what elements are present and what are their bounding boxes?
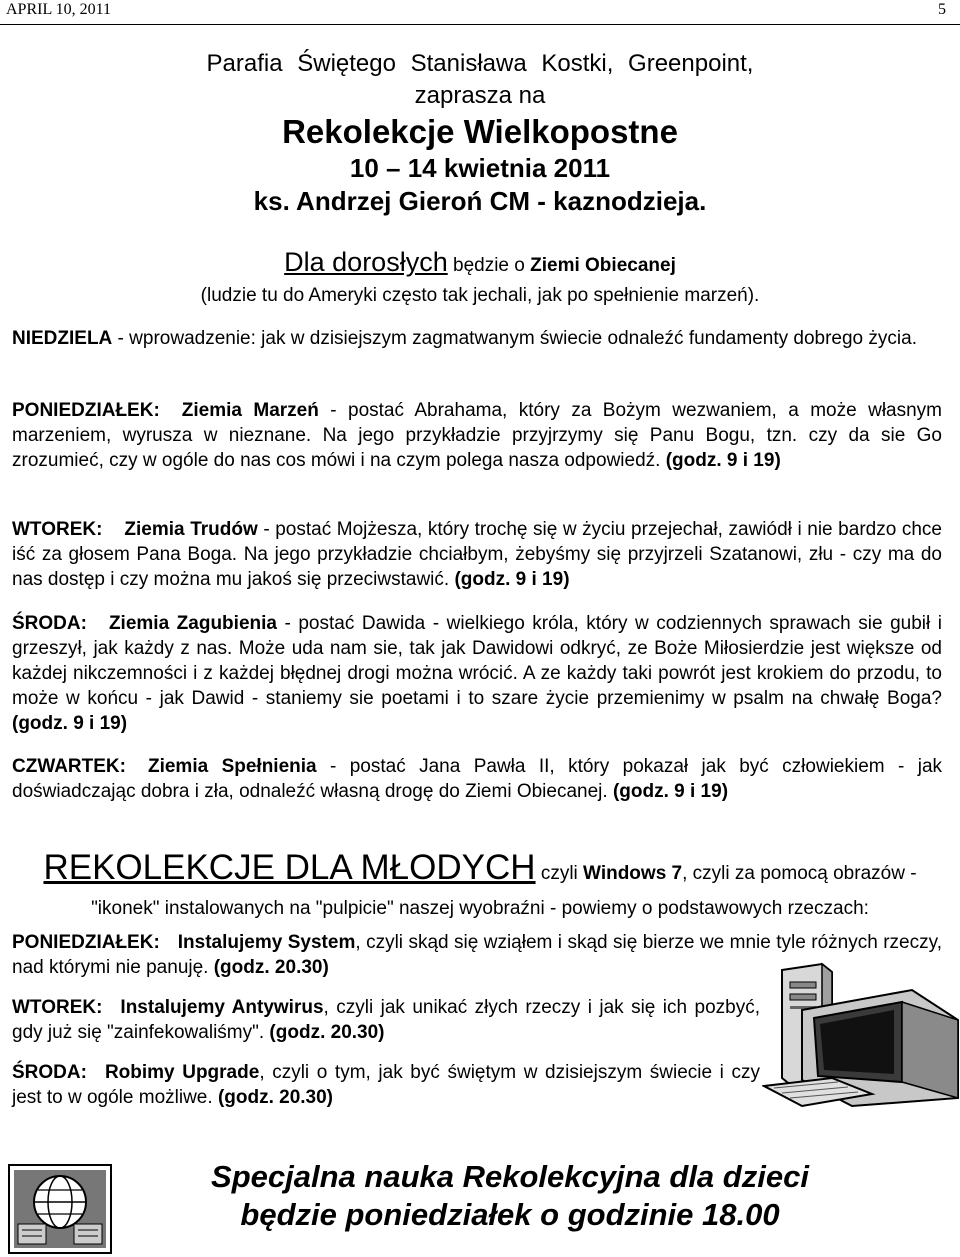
youth-heading: REKOLEKCJE DLA MŁODYCH: [43, 848, 536, 887]
day-monday: PONIEDZIAŁEK: Ziemia Marzeń - postać Abrahama, który za Bożym wezwaniem, a może własnym marzeniem, wyrusza w nieznane. Na jego przykładzie przyjrzymy się Panu Bogu, tzn. czy da sie Go zrozumieć, czy w ogóle do nas cos mówi i na czym polega nasza odpowiedź. (godz. 9 i 19): [12, 400, 942, 471]
adult-heading: Dla dorosłych: [284, 247, 448, 277]
adult-section-heading: Dla dorosłych będzie o Ziemi Obiecanej (ludzie tu do Ameryki często tak jechali, jak po spełnienie marzeń).: [0, 244, 960, 308]
day-tuesday: WTOREK: Ziemia Trudów - postać Mojżesza, który trochę się w życiu przejechał, zawiódł i nie bardzo chce iść za głosem Pana Boga. Na jego przykładzie chciałbym, żebyśmy się przyjrzeli Szatanowi, złu - czy ma do nas dostęp i czy można mu jakoś się przeciwstawić. (godz. 9 i 19): [12, 519, 942, 590]
day-wednesday: ŚRODA: Ziemia Zagubienia - postać Dawida - wielkiego króla, który w codziennych sprawach sie gubił i grzeszył, jak każdy z nas. Może uda nam sie, tak jak Dawidowi odkryć, ze Boże Miłosierdzie jest większe od każdej nikczemności i z każdej błędnej drogi można wrócić. A ze każdy taki powrót jest krokiem do przodu, to może w końcu - jak Dawid - staniemy sie poetami i to szare życie przemienimy w psalm na chwałę Boga? (godz. 9 i 19): [12, 613, 942, 734]
retreat-dates: 10 – 14 kwietnia 2011: [349, 153, 611, 183]
preacher: ks. Andrzej Gieroń CM - kaznodzieja.: [253, 186, 707, 216]
parish-name: Parafia Świętego Stanisława Kostki, Greenpoint,: [206, 50, 754, 77]
retreat-title: Rekolekcje Wielkopostne: [282, 113, 678, 150]
youth-subtitle: "ikonek" instalowanych na "pulpicie" naszej wyobraźni - powiemy o podstawowych rzeczach:: [91, 898, 869, 919]
youth-wednesday: ŚRODA: Robimy Upgrade, czyli o tym, jak być świętym w dzisiejszym świecie i czy jest to w ogóle możliwe. (godz. 20.30): [12, 1062, 760, 1108]
day-thursday: CZWARTEK: Ziemia Spełnienia - postać Jana Pawła II, który pokazał jak być człowiekiem - jak doświadczając dobra i zła, odnaleźć własną drogę do Ziemi Obiecanej. (godz. 9 i 19): [12, 756, 943, 802]
page-number: 5: [938, 1, 946, 18]
day-sunday: NIEDZIELA - wprowadzenie: jak w dzisiejszym zagmatwanym świecie odnaleźć fundamenty dobrego życia.: [12, 328, 917, 349]
children-announcement: Specjalna nauka Rekolekcyjna dla dzieci będzie poniedziałek o godzinie 18.00: [211, 1159, 809, 1232]
youth-tuesday: WTOREK: Instalujemy Antywirus, czyli jak unikać złych rzeczy i jak się ich pozbyć, gdy już się "zainfekowaliśmy". (godz. 20.30): [12, 997, 760, 1043]
invitation-text: zaprasza na: [414, 82, 546, 109]
issue-date: APRIL 10, 2011: [6, 1, 112, 18]
page-header: [0, 0, 960, 25]
youth-monday: PONIEDZIAŁEK: Instalujemy System, czyli skąd się wziąłem i skąd się bierze we mnie tyle różnych rzeczy, nad którymi nie panuję. (godz. 20.30): [12, 932, 942, 978]
computer-clipart-icon: [762, 960, 960, 1110]
youth-heading-block: REKOLEKCJE DLA MŁODYCH czyli Windows 7, czyli za pomocą obrazów - "ikonek" instalowanych na "pulpicie" naszej wyobraźni - powiemy o podstawowych rzeczach:: [0, 846, 960, 922]
adult-note: (ludzie tu do Ameryki często tak jechali, jak po spełnienie marzeń).: [200, 285, 760, 306]
intro-block: [0, 48, 960, 218]
windows-logo-icon: [8, 1164, 112, 1254]
adult-topic: Ziemi Obiecanej: [530, 255, 676, 276]
